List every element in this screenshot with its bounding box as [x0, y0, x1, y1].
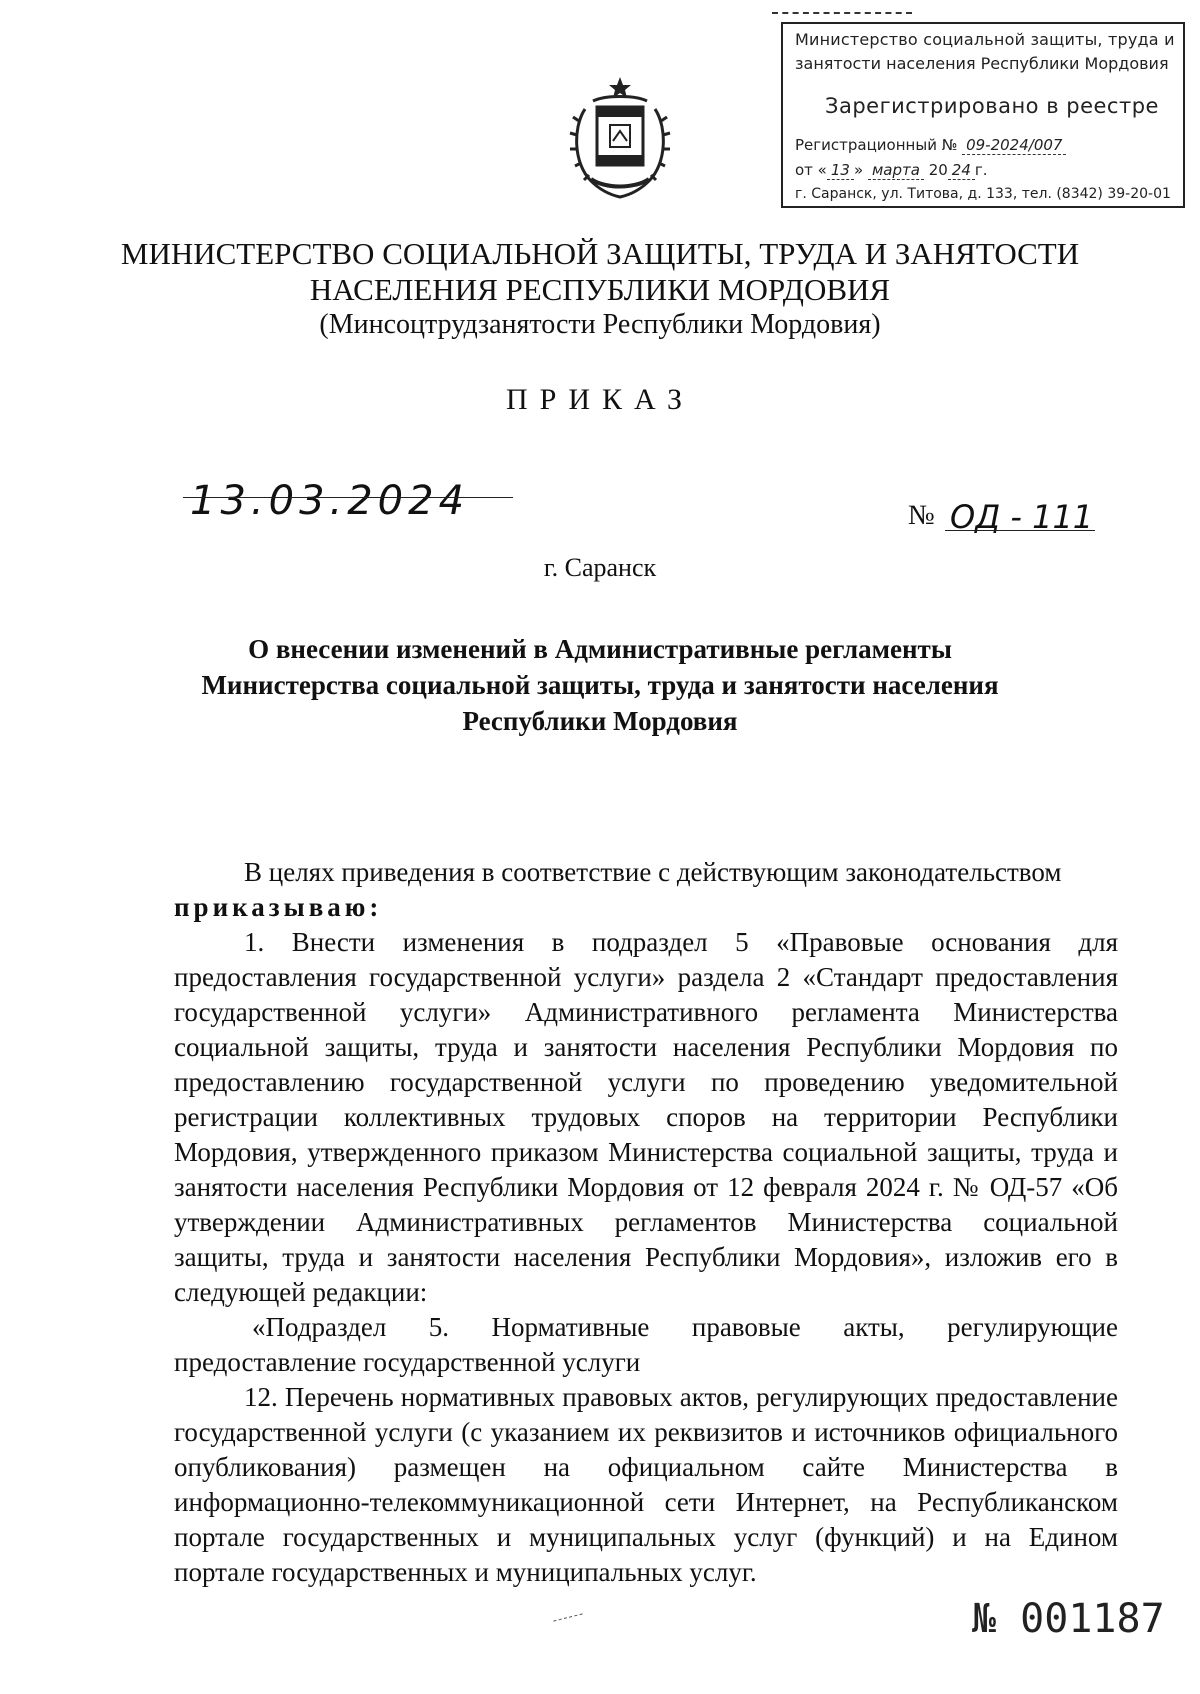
ministry-short-name: (Минсоцтрудзанятости Республики Мордовия)	[319, 309, 881, 340]
stamp-top-dash	[772, 12, 912, 14]
order-number-label: №	[908, 500, 935, 531]
stamp-date-day: 13	[827, 161, 854, 180]
stamp-date-mid: »	[853, 161, 864, 179]
ministry-name-line1: МИНИСТЕРСТВО СОЦИАЛЬНОЙ ЗАЩИТЫ, ТРУДА И ЗАНЯТОСТИ	[120, 236, 1080, 271]
order-subject	[0, 631, 1200, 739]
signature-mark	[553, 1613, 582, 1621]
stamp-date-month: марта	[868, 161, 924, 180]
item-12-paragraph: 12. Перечень нормативных правовых актов, регулирующих предоставление государственной услуги (с указанием их реквизитов и источников официального опубликования) размещен на официальном сайте Министерства в информационно-телекоммуникационной сети Интернет, на Республиканском портале государственных и муниципальных услуг (функций) и на Едином портале государственных и муниципальных услуг.	[174, 1382, 1118, 1587]
stamp-org-line2: занятости населения Республики Мордовия	[795, 54, 1169, 73]
serial-number: № 001187	[972, 1596, 1165, 1642]
item-1-paragraph: 1. Внести изменения в подраздел 5 «Правовые основания для предоставления государственной услуги» раздела 2 «Стандарт предоставления государственной услуги» Административного регламента Министерства социальной защиты, труда и занятости населения Республики Мордовия по предоставлению государственной услуги по проведению уведомительной регистрации коллективных трудовых споров на территории Республики Мордовия, утвержденного приказом Министерства социальной защиты, труда и занятости населения Республики Мордовия от 12 февраля 2024 г. № ОД-57 «Об утверждении Административных регламентов Министерства социальной защиты, труда и занятости населения Республики Мордовия», изложив его в следующей редакции:	[174, 927, 1118, 1307]
stamp-date-year-prefix: 20	[928, 161, 948, 179]
order-city: г. Саранск	[543, 553, 657, 582]
subject-line2: Министерства социальной защиты, труда и занятости населения	[201, 670, 999, 700]
order-word-paragraph	[174, 890, 1118, 925]
subject-line1: О внесении изменений в Административные регламенты	[248, 634, 952, 664]
order-number: ОД - 111	[950, 498, 1094, 536]
stamp-address: г. Саранск, ул. Титова, д. 133, тел. (8342) 39-20-01	[795, 186, 1171, 202]
stamp-date-year: 24	[948, 161, 975, 180]
stamp-reg-number: 09-2024/007	[962, 136, 1066, 155]
stamp-registered: Зарегистрировано в реестре	[825, 94, 1159, 118]
registration-stamp	[781, 22, 1185, 208]
order-word: приказываю:	[174, 892, 383, 922]
number-underline	[945, 530, 1095, 531]
order-body	[174, 855, 1118, 1590]
ministry-name-line2: НАСЕЛЕНИЯ РЕСПУБЛИКИ МОРДОВИЯ	[309, 272, 891, 307]
document-type: ПРИКАЗ	[506, 383, 694, 416]
order-date: 13.03.2024	[190, 478, 470, 524]
date-underline	[183, 497, 513, 498]
intro-paragraph: В целях приведения в соответствие с действующим законодательством	[244, 857, 1062, 887]
stamp-reg-label: Регистрационный №	[795, 136, 958, 154]
stamp-date-year-end: г.	[974, 161, 988, 179]
stamp-org-line1: Министерство социальной защиты, труда и	[795, 30, 1175, 49]
ministry-name	[0, 236, 1200, 308]
coat-of-arms-icon	[565, 75, 675, 203]
stamp-reg-number-row	[795, 136, 1066, 155]
subject-line3: Республики Мордовия	[462, 706, 738, 736]
quote-heading-paragraph: «Подраздел 5. Нормативные правовые акты, регулирующие предоставление государственной услуги	[174, 1312, 1118, 1377]
stamp-date-row	[795, 161, 988, 180]
stamp-date-prefix: от «	[795, 161, 827, 179]
